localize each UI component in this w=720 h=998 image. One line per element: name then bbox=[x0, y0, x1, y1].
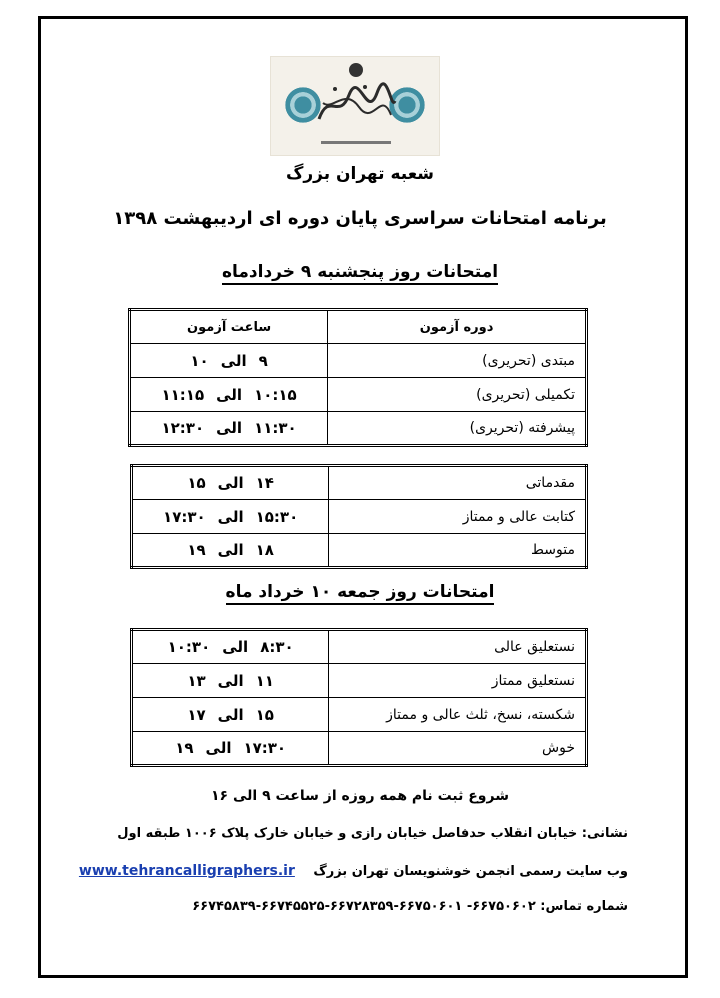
association-logo bbox=[270, 56, 440, 156]
col-course-header: دوره آزمون bbox=[328, 310, 587, 344]
course-cell: مبتدی (تحریری) bbox=[328, 344, 587, 378]
registration-note: شروع ثبت نام همه روزه از ساعت ۹ الی ۱۶ bbox=[211, 788, 509, 804]
table-row bbox=[132, 630, 587, 664]
branch-title: شعبه تهران بزرگ bbox=[285, 164, 435, 184]
table-row bbox=[130, 344, 587, 378]
course-cell: نستعلیق عالی bbox=[329, 630, 587, 664]
time-cell: ۱۴الی۱۵ bbox=[132, 466, 329, 500]
table-row bbox=[132, 534, 587, 568]
time-cell: ۹الی۱۰ bbox=[130, 344, 328, 378]
exam-table-3 bbox=[130, 628, 588, 767]
time-cell: ۱۰:۱۵الی۱۱:۱۵ bbox=[130, 378, 328, 412]
course-cell: متوسط bbox=[329, 534, 587, 568]
day1-heading bbox=[0, 262, 720, 282]
col-time-header: ساعت آزمون bbox=[130, 310, 328, 344]
website-line bbox=[79, 863, 628, 879]
table-row bbox=[132, 500, 587, 534]
course-cell: شکسته، نسخ، ثلث عالی و ممتاز bbox=[329, 698, 587, 732]
table-header-row bbox=[130, 310, 587, 344]
day2-heading bbox=[0, 582, 720, 602]
table-row bbox=[132, 664, 587, 698]
time-cell: ۱۱الی۱۳ bbox=[132, 664, 329, 698]
table-row bbox=[132, 732, 587, 766]
exam-table-2 bbox=[130, 464, 588, 569]
calligraphy-logo-icon bbox=[315, 81, 397, 129]
course-cell: پیشرفته (تحریری) bbox=[328, 412, 587, 446]
course-cell: نستعلیق ممتاز bbox=[329, 664, 587, 698]
website-link[interactable]: www.tehrancalligraphers.ir bbox=[78, 863, 295, 879]
course-cell: تکمیلی (تحریری) bbox=[328, 378, 587, 412]
time-cell: ۱۵الی۱۷ bbox=[132, 698, 329, 732]
day1-title: امتحانات روز پنجشنبه ۹ خردادماه bbox=[222, 262, 498, 285]
emblem-icon bbox=[349, 63, 363, 77]
phone-numbers: شماره تماس: ۶۶۷۵۰۶۰۲- ۶۶۷۵۰۶۰۱-۶۶۷۲۸۳۵۹-۶۶۷۴۵۵۲۵-۶۶۷۴۵۸۳۹ bbox=[192, 899, 628, 914]
course-cell: خوش bbox=[329, 732, 587, 766]
time-cell: ۱۵:۳۰الی۱۷:۳۰ bbox=[132, 500, 329, 534]
day2-title: امتحانات روز جمعه ۱۰ خرداد ماه bbox=[226, 582, 495, 605]
address-text: نشانی: خیابان انقلاب حدفاصل خیابان رازی و خیابان خارک پلاک ۱۰۰۶ طبقه اول bbox=[117, 826, 628, 841]
time-cell: ۱۷:۳۰الی۱۹ bbox=[132, 732, 329, 766]
logo-subtext bbox=[321, 141, 391, 144]
time-cell: ۱۸الی۱۹ bbox=[132, 534, 329, 568]
table-row bbox=[132, 698, 587, 732]
page-title: برنامه امتحانات سراسری پایان دوره ای اردیبهشت ۱۳۹۸ bbox=[113, 208, 607, 229]
time-cell: ۱۱:۳۰الی۱۲:۳۰ bbox=[130, 412, 328, 446]
table-row bbox=[132, 466, 587, 500]
exam-table-1 bbox=[128, 308, 588, 447]
table-row bbox=[130, 412, 587, 446]
course-cell: کتابت عالی و ممتاز bbox=[329, 500, 587, 534]
website-label: وب سایت رسمی انجمن خوشنویسان تهران بزرگ bbox=[313, 864, 628, 879]
time-cell: ۸:۳۰الی۱۰:۳۰ bbox=[132, 630, 329, 664]
course-cell: مقدماتی bbox=[329, 466, 587, 500]
table-row bbox=[130, 378, 587, 412]
